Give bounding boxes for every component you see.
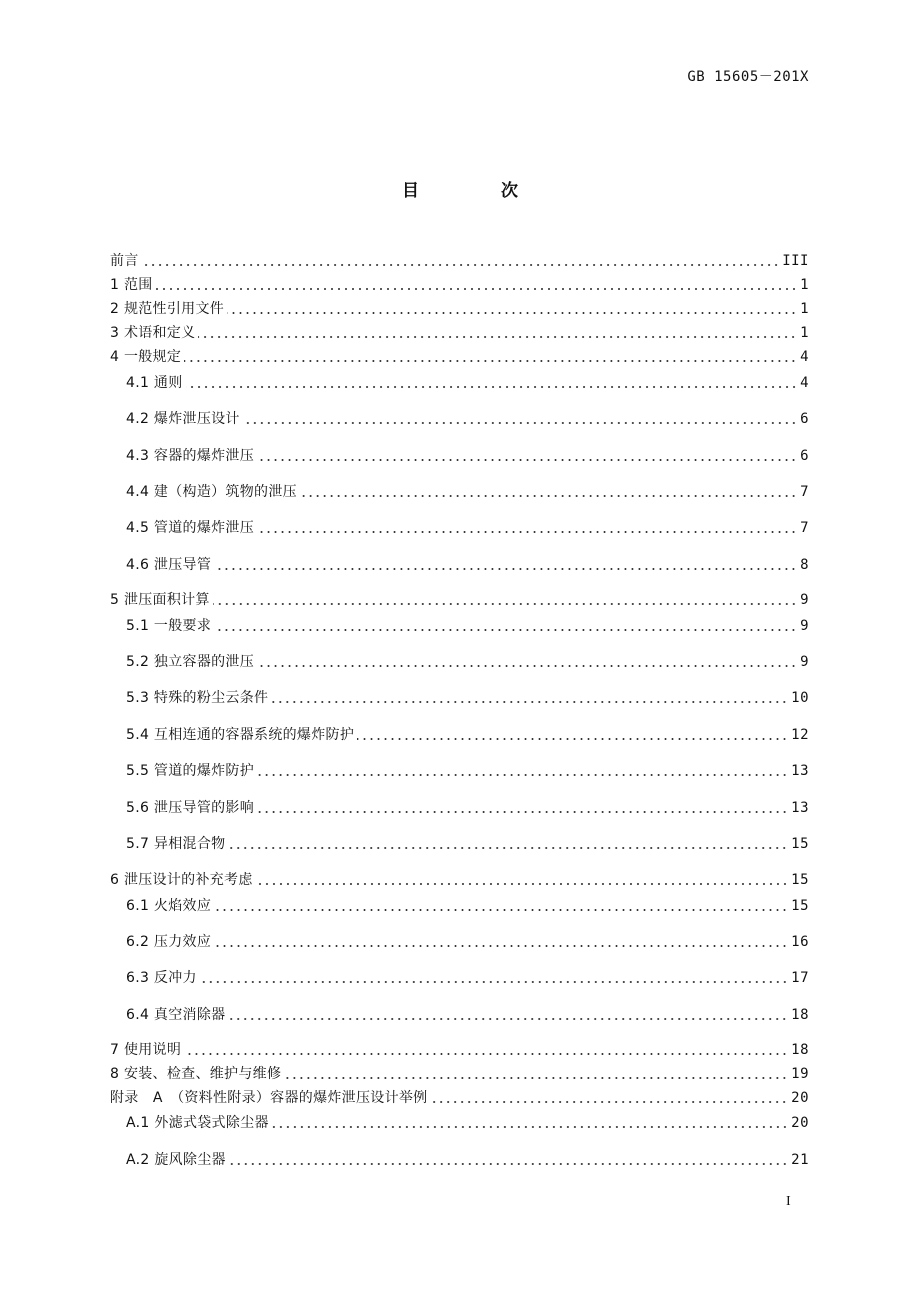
toc-entry-label: 4.2 爆炸泄压设计 (126, 411, 240, 427)
toc-entry-label: 3 术语和定义 (110, 325, 196, 341)
toc-dot-leader (184, 1053, 788, 1055)
toc-dot-leader (272, 1126, 788, 1128)
toc-entry-page: 20 (791, 1115, 809, 1131)
toc-entry-label: 5.3 特殊的粉尘云条件 (126, 690, 269, 706)
toc-entry-label: 4.4 建（构造）筑物的泄压 (126, 484, 297, 500)
toc-entry[interactable] (126, 833, 809, 855)
toc-entry[interactable] (110, 250, 809, 272)
toc-dot-leader (156, 288, 798, 290)
toc-entry[interactable] (126, 760, 809, 782)
toc-entry-page: 15 (791, 836, 809, 852)
toc-dot-leader (257, 811, 788, 813)
toc-entry-page: 6 (800, 448, 809, 464)
toc-entry[interactable] (126, 797, 809, 819)
toc-entry[interactable] (126, 1112, 809, 1134)
toc-dot-leader (214, 568, 797, 570)
toc-dot-leader (284, 1077, 788, 1079)
toc-entry-label: 8 安装、检查、维护与维修 (110, 1066, 282, 1082)
toc-entry-page: 1 (800, 301, 809, 317)
toc-entry[interactable] (110, 346, 809, 368)
toc-entry[interactable] (126, 967, 809, 989)
toc-dot-leader (214, 945, 788, 947)
toc-entry-label: 5.5 管道的爆炸防护 (126, 763, 255, 779)
toc-entry-label: 前言 (110, 253, 139, 269)
toc-entry[interactable] (126, 1004, 809, 1026)
toc-entry-page: 4 (800, 349, 809, 365)
toc-entry-label: 4.5 管道的爆炸泄压 (126, 520, 255, 536)
toc-entry-page: 19 (791, 1066, 809, 1082)
toc-entry-label: 5.2 独立容器的泄压 (126, 654, 255, 670)
toc-entry-page: 13 (791, 800, 809, 816)
toc-entry-label: 6 泄压设计的补充考虑 (110, 872, 253, 888)
toc-entry-page: 1 (800, 325, 809, 341)
toc-dot-leader (200, 981, 788, 983)
toc-entry[interactable] (126, 687, 809, 709)
toc-entry-page: 7 (800, 484, 809, 500)
toc-dot-leader (256, 883, 788, 885)
toc-dot-leader (357, 738, 788, 740)
standard-code: GB 15605－201X (687, 69, 809, 85)
toc-entry[interactable] (126, 372, 809, 394)
toc-entry-label: A.2 旋风除尘器 (126, 1152, 226, 1168)
toc-entry-page: 4 (800, 375, 809, 391)
toc-entry-label: 4.3 容器的爆炸泄压 (126, 448, 255, 464)
toc-entry-label: A.1 外滤式袋式除尘器 (126, 1115, 269, 1131)
toc-entry[interactable] (126, 481, 809, 503)
toc-entry[interactable] (110, 1063, 809, 1085)
toc-dot-leader (229, 1163, 788, 1165)
toc-entry-page: 16 (791, 934, 809, 950)
toc-entry-page: 15 (791, 872, 809, 888)
toc-entry-page: 15 (791, 898, 809, 914)
toc-entry[interactable] (110, 322, 809, 344)
toc-entry-page: 18 (791, 1007, 809, 1023)
toc-entry-label: 4.6 泄压导管 (126, 557, 212, 573)
toc-entry-label: 4.1 通则 (126, 375, 183, 391)
toc-dot-leader (300, 495, 797, 497)
toc-entry[interactable] (126, 554, 809, 576)
toc-entry[interactable] (110, 274, 809, 296)
toc-entry-page: 10 (791, 690, 809, 706)
toc-entry-label: 2 规范性引用文件 (110, 301, 225, 317)
toc-entry[interactable] (110, 869, 809, 891)
toc-entry-label: 5 泄压面积计算 (110, 592, 210, 608)
toc-entry-label: 6.4 真空消除器 (126, 1007, 226, 1023)
toc-dot-leader (257, 665, 797, 667)
toc-entry-label: 5.4 互相连通的容器系统的爆炸防护 (126, 727, 355, 743)
toc-entry-label: 6.3 反冲力 (126, 970, 197, 986)
toc-dot-leader (271, 701, 788, 703)
toc-entry-label: 1 范围 (110, 277, 153, 293)
toc-dot-leader (257, 774, 788, 776)
toc-dot-leader (430, 1101, 788, 1103)
toc-dot-leader (257, 531, 797, 533)
toc-dot-leader (214, 629, 797, 631)
toc-entry-page: 9 (800, 592, 809, 608)
toc-dot-leader (227, 312, 797, 314)
toc-entry[interactable] (126, 895, 809, 917)
toc-entry-page: 9 (800, 654, 809, 670)
toc-entry-page: 18 (791, 1042, 809, 1058)
toc-entry-label: 6.1 火焰效应 (126, 898, 212, 914)
toc-dot-leader (184, 360, 797, 362)
toc-entry-page: 1 (800, 277, 809, 293)
toc-dot-leader (228, 1018, 788, 1020)
toc-dot-leader (228, 847, 788, 849)
toc-entry-label: 7 使用说明 (110, 1042, 182, 1058)
toc-entry-label: 4 一般规定 (110, 349, 182, 365)
toc-entry[interactable] (110, 589, 809, 611)
toc-entry-page: 12 (791, 727, 809, 743)
toc-entry[interactable] (126, 931, 809, 953)
toc-dot-leader (243, 422, 797, 424)
toc-entry-page: 9 (800, 618, 809, 634)
toc-entry[interactable] (126, 724, 809, 746)
toc-entry-label: 5.7 异相混合物 (126, 836, 226, 852)
toc-entry-page: 21 (791, 1152, 809, 1168)
toc-dot-leader (142, 264, 780, 266)
toc-entry[interactable] (126, 615, 809, 637)
page-number: I (786, 1194, 791, 1209)
toc-entry-label: 5.1 一般要求 (126, 618, 212, 634)
toc-entry-page: 8 (800, 557, 809, 573)
toc-entry-page: 7 (800, 520, 809, 536)
toc-entry[interactable] (110, 1039, 809, 1061)
toc-entry[interactable] (126, 408, 809, 430)
toc-entry-label: 6.2 压力效应 (126, 934, 212, 950)
toc-entry-page: 13 (791, 763, 809, 779)
toc-entry[interactable] (126, 517, 809, 539)
toc-dot-leader (257, 459, 797, 461)
toc-entry[interactable] (110, 298, 809, 320)
toc-dot-leader (214, 909, 788, 911)
toc-entry-page: 20 (791, 1090, 809, 1106)
toc-entry[interactable] (126, 651, 809, 673)
toc-dot-leader (213, 603, 797, 605)
toc-entry-page: III (782, 253, 809, 269)
toc-dot-leader (186, 386, 798, 388)
toc-entry[interactable] (110, 1087, 809, 1109)
page-title: 目 次 (402, 181, 556, 201)
toc-dot-leader (198, 336, 797, 338)
toc-entry-page: 6 (800, 411, 809, 427)
toc-entry-label: 附录 A （资料性附录）容器的爆炸泄压设计举例 (110, 1090, 428, 1106)
toc-entry-page: 17 (791, 970, 809, 986)
toc-entry-label: 5.6 泄压导管的影响 (126, 800, 255, 816)
toc-entry[interactable] (126, 445, 809, 467)
toc-entry[interactable] (126, 1149, 809, 1171)
